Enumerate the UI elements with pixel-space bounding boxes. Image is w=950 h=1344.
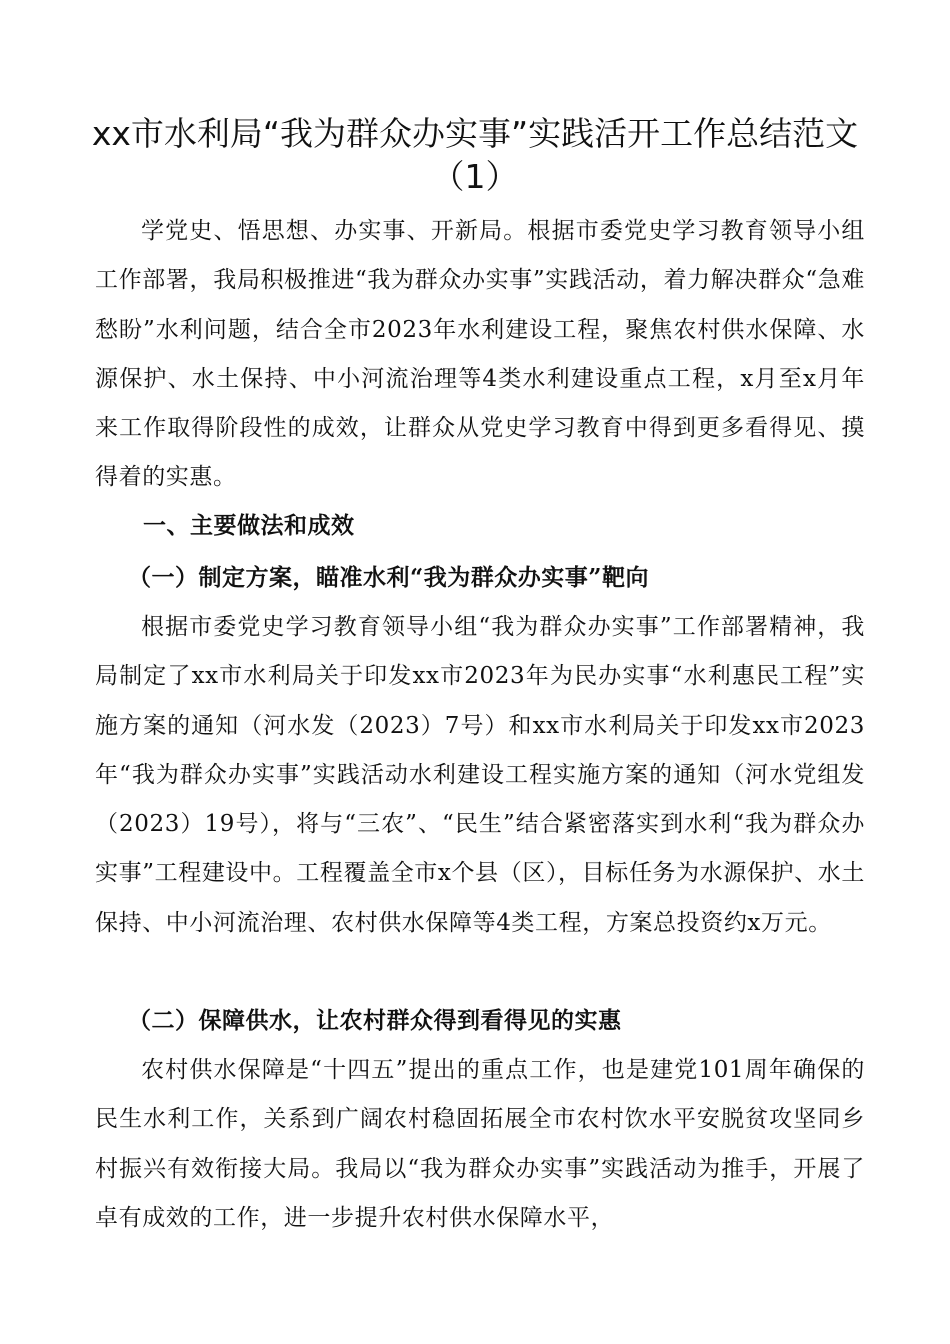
subsection-heading-plan: （一）制定方案，瞄准水利“我为群众办实事”靶向 (128, 564, 649, 591)
subsection-paragraph-plan: 根据市委党史学习教育领导小组“我为群众办实事”工作部署精神，我局制定了xx市水利局关于印发xx市2023年为民办实事“水利惠民工程”实施方案的通知（河水发（2023）7号）和xx市水利局关于印发xx市2023年“我为群众办实事”实践活动水利建设工程实施方案的通知（河水党组发（2023）19号），将与“三农”、“民生”结合紧密落实到水利“我为群众办实事”工程建设中。工程覆盖全市x个县（区），目标任务为水源保护、水土保持、中小河流治理、农村供水保障等4类工程，方案总投资约x万元。 (95, 614, 865, 936)
document-title: xx市水利局“我为群众办实事”实践活开工作总结范文（1） (91, 114, 859, 196)
subsection-heading-water-supply: （二）保障供水，让农村群众得到看得见的实惠 (128, 1007, 622, 1034)
section-heading-main-practices: 一、主要做法和成效 (143, 513, 355, 539)
subsection-paragraph-water-supply: 农村供水保障是“十四五”提出的重点工作，也是建党101周年确保的民生水利工作，关系到广阔农村稳固拓展全市农村饮水平安脱贫攻坚同乡村振兴有效衔接大局。我局以“我为群众办实事”实践活动为推手，开展了卓有成效的工作，进一步提升农村供水保障水平， (95, 1057, 865, 1231)
intro-paragraph: 学党史、悟思想、办实事、开新局。根据市委党史学习教育领导小组工作部署，我局积极推进“我为群众办实事”实践活动，着力解决群众“急难愁盼”水利问题，结合全市2023年水利建设工程，聚焦农村供水保障、水源保护、水土保持、中小河流治理等4类水利建设重点工程，x月至x月年来工作取得阶段性的成效，让群众从党史学习教育中得到更多看得见、摸得着的实惠。 (95, 218, 865, 491)
